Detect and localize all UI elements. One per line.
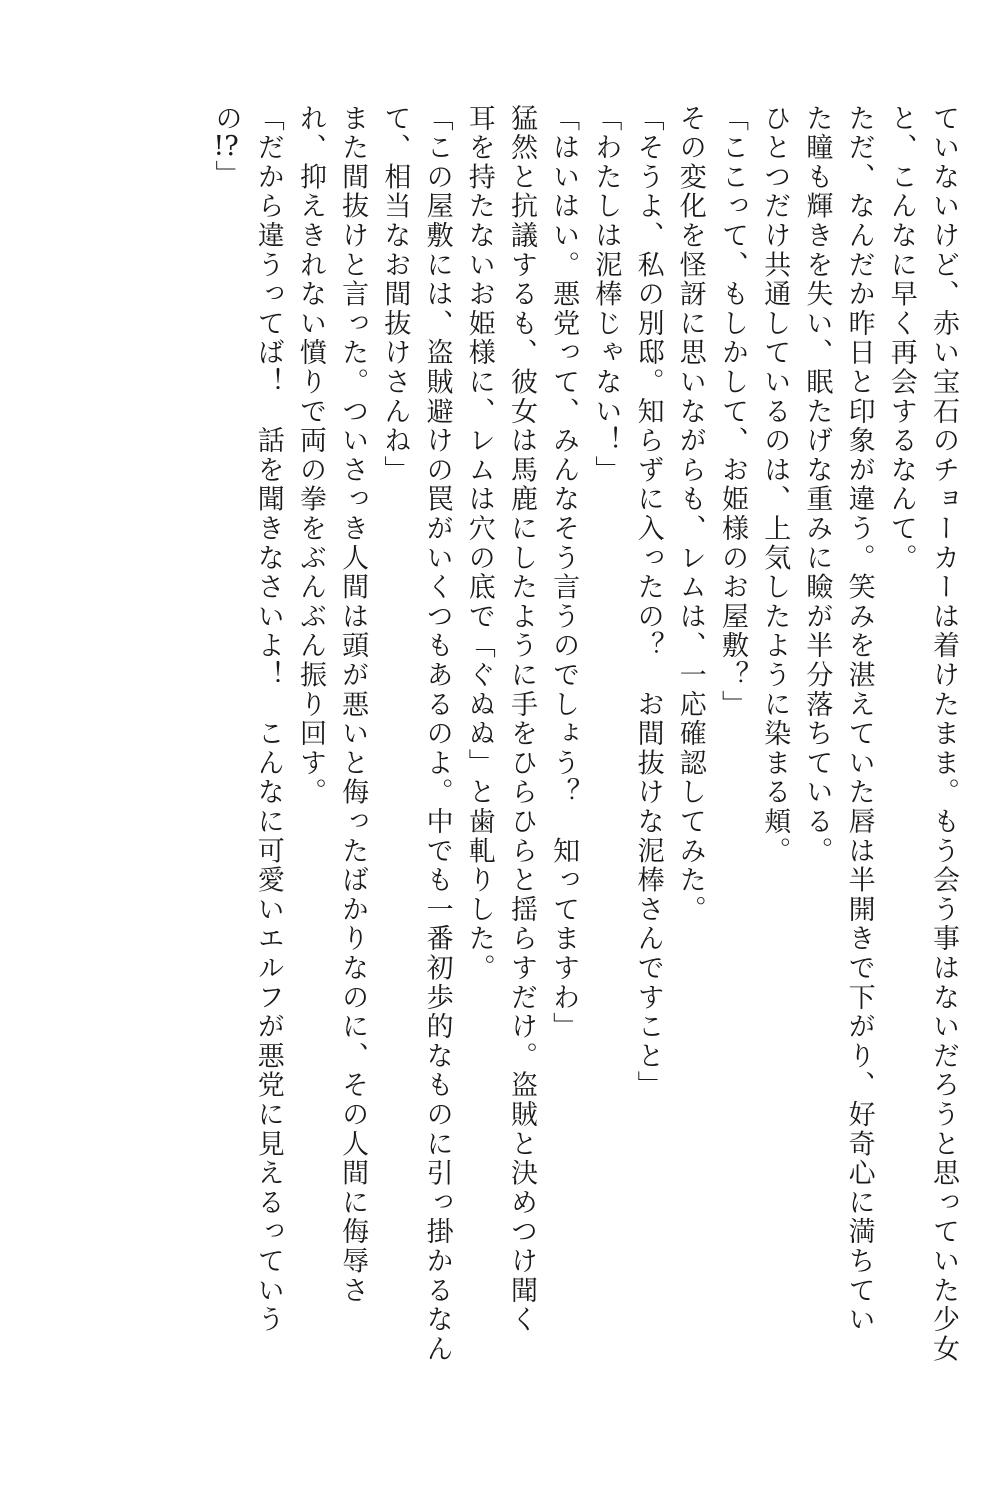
dialogue-line: の!?」	[210, 104, 242, 190]
text-line: ていないけど、赤い宝石のチョーカーは着けたまま。もう会う事はないだろうと思っていた少女	[928, 104, 959, 1364]
dialogue-line: 「そうよ、私の別邸。知らずに入ったの？ お間抜けな泥棒さんですこと」	[632, 104, 664, 1101]
text-line: ひとつだけ共通しているのは、上気したように染まる頬。	[759, 104, 791, 866]
text-line: また間抜けと言った。ついさっき人間は頭が悪いと侮ったばかりなのに、その人間に侮辱さ	[337, 104, 369, 1306]
text-line: 耳を持たないお姫様に、レムは穴の底で「ぐぬぬ」と歯軋りした。	[463, 104, 495, 983]
dialogue-line: て、相当なお間抜けさんね」	[379, 104, 411, 485]
text-line: その変化を怪訝に思いながらも、レムは、一応確認してみた。	[674, 104, 706, 925]
dialogue-line: 「ここって、もしかして、お姫様のお屋敷？」	[716, 104, 748, 720]
vertical-text-body	[204, 104, 964, 1404]
dialogue-line: 「だから違うってば！ 話を聞きなさいよ！ こんなに可愛いエルフが悪党に見えるっていう	[252, 104, 284, 1335]
text-line: 猛然と抗議するも、彼女は馬鹿にしたように手をひらひらと揺らすだけ。盗賊と決めつけ聞く	[505, 104, 537, 1335]
text-line: ただ、なんだか昨日と印象が違う。笑みを湛えていた唇は半開きで下がり、好奇心に満ちてい	[843, 104, 875, 1335]
dialogue-line: 「わたしは泥棒じゃない！」	[590, 104, 622, 485]
dialogue-line: 「はいはい。悪党って、みんなそう言うのでしょう？ 知ってますわ」	[548, 104, 580, 1042]
dialogue-line: 「この屋敷には、盗賊避けの罠がいくつもあるのよ。中でも一番初歩的なものに引っ掛かるなん	[421, 104, 453, 1364]
text-line: れ、抑えきれない憤りで両の拳をぶんぶん振り回す。	[294, 104, 326, 808]
text-line: た瞳も輝きを失い、眠たげな重みに瞼が半分落ちている。	[801, 104, 833, 866]
text-line: と、こんなに早く再会するなんて。	[885, 104, 917, 573]
